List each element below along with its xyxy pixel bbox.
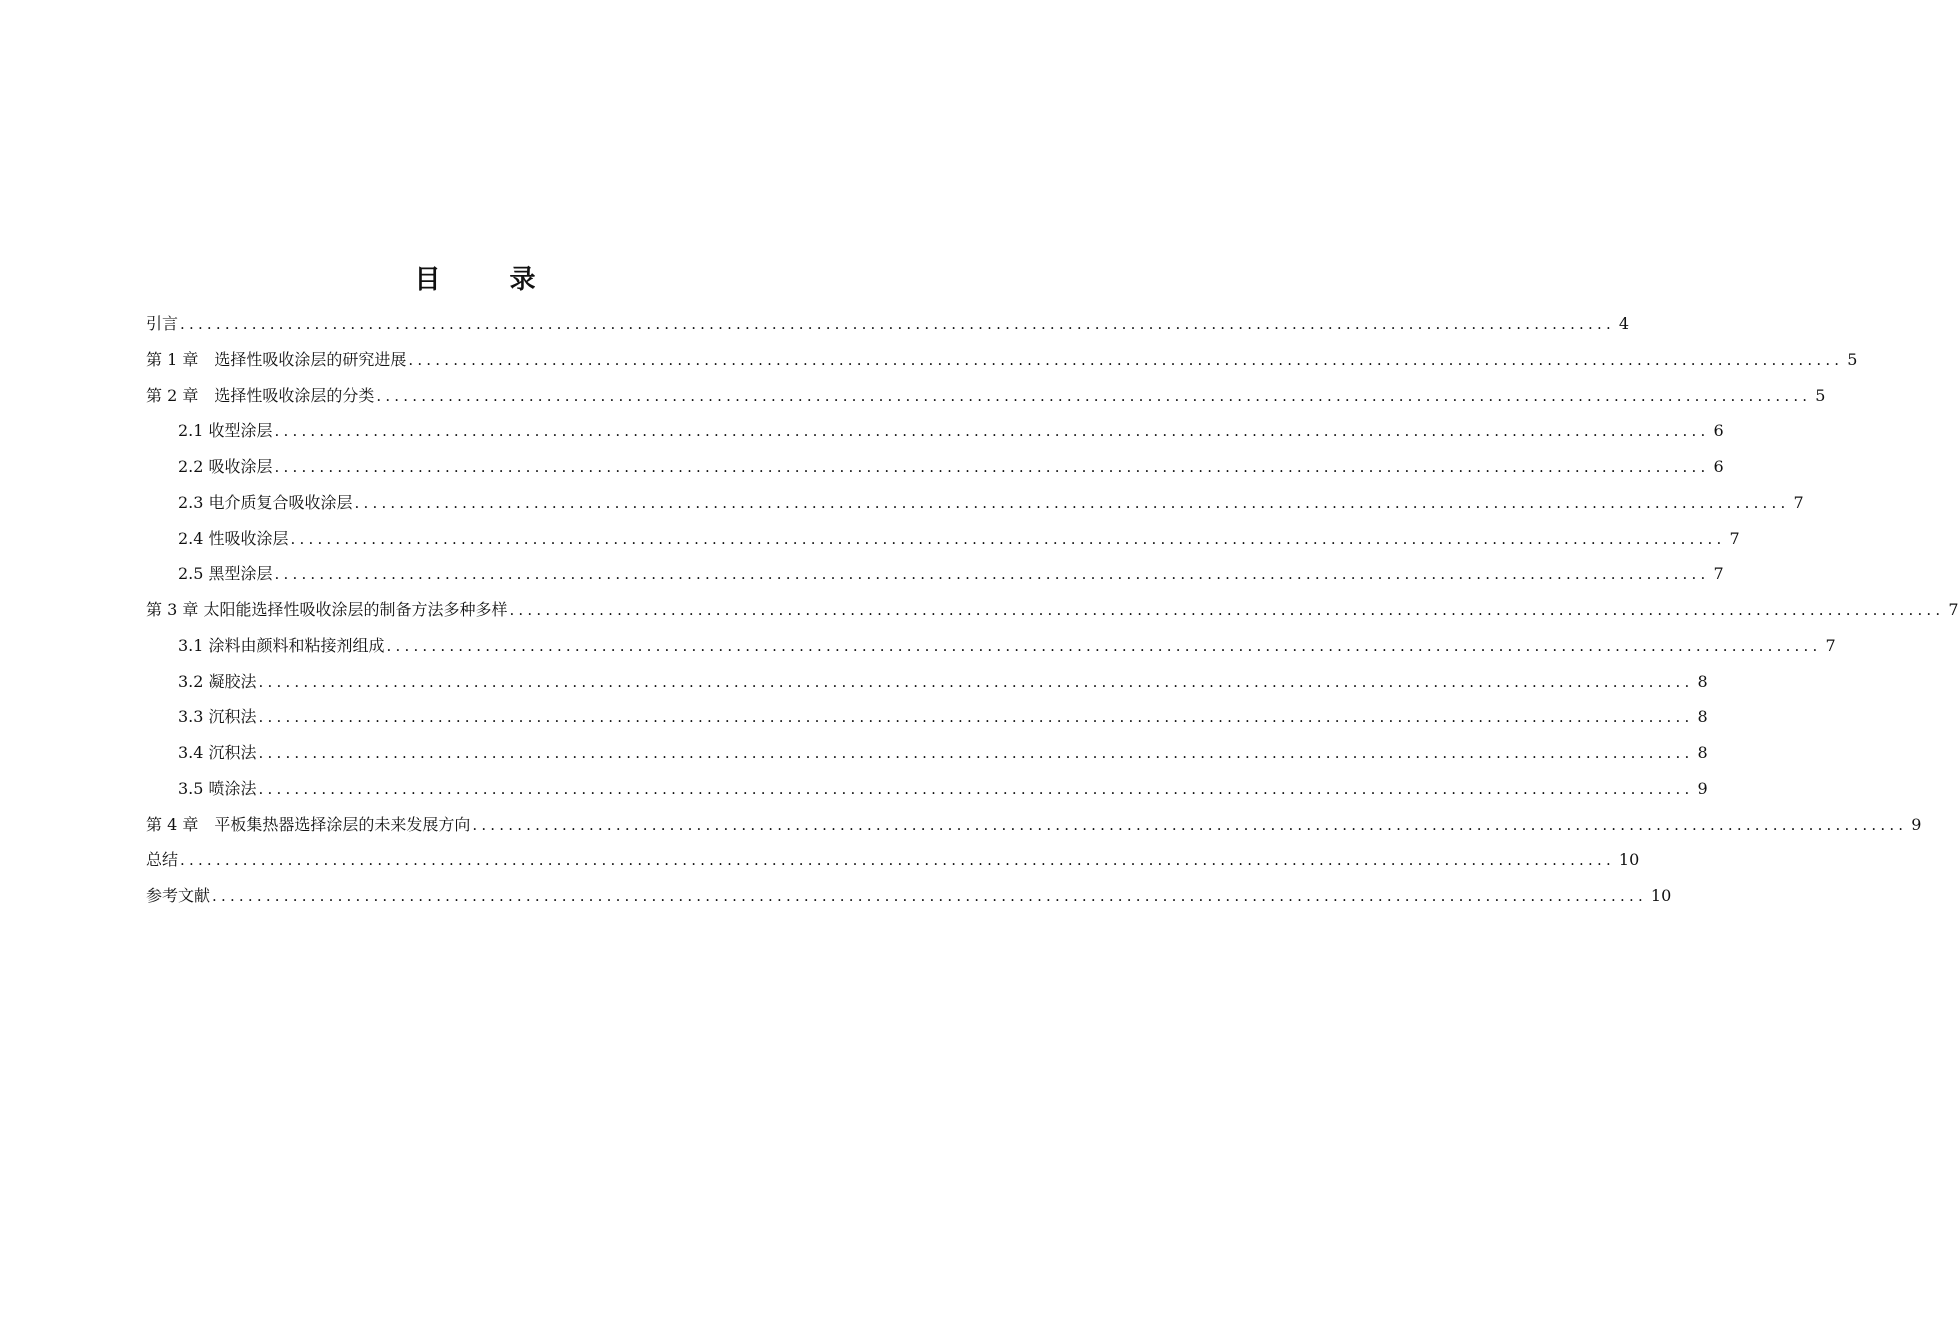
- toc-page-number: 7: [1713, 564, 1724, 584]
- toc-dot-leader: ................................................................................................................................................................: [258, 744, 1694, 762]
- toc-page-number: 6: [1713, 421, 1724, 441]
- toc-dot-leader: ................................................................................................................................................................: [258, 708, 1694, 727]
- toc-page-number: 7: [1948, 600, 1959, 619]
- toc-page-number: 5: [1847, 349, 1858, 369]
- toc-page-number: 8: [1697, 743, 1708, 762]
- toc-entry-text: 总结: [146, 850, 179, 870]
- toc-entry-text: 2.5 黑型涂层: [178, 564, 273, 584]
- toc-entry-text: 引言: [146, 314, 179, 333]
- toc-entry[interactable]: [146, 664, 1708, 700]
- toc-entry-text: 3.4 沉积法: [178, 743, 257, 762]
- toc-entry-text: 参考文献: [146, 886, 211, 905]
- toc-page-number: 10: [1650, 886, 1672, 905]
- toc-dot-leader: ................................................................................................................................................................: [509, 601, 1945, 619]
- toc-entry[interactable]: [146, 842, 1640, 878]
- toc-page-number: 8: [1697, 707, 1708, 727]
- toc-entry[interactable]: [146, 807, 1922, 843]
- toc-entry[interactable]: [146, 699, 1708, 735]
- toc-entry[interactable]: [146, 521, 1740, 557]
- toc-entry[interactable]: [146, 556, 1724, 592]
- toc-dot-leader: ................................................................................................................................................................: [274, 565, 1710, 584]
- toc-page-number: 9: [1911, 814, 1922, 834]
- toc-entry[interactable]: [146, 628, 1836, 664]
- toc-page-number: 9: [1697, 778, 1708, 798]
- toc-page-number: 8: [1697, 671, 1708, 691]
- toc-entry-text: 第 2 章 选择性吸收涂层的分类: [146, 385, 375, 405]
- toc-page-number: 6: [1713, 457, 1724, 476]
- toc-entry[interactable]: [146, 449, 1724, 485]
- toc-entry[interactable]: [146, 485, 1804, 521]
- toc-entry-text: 2.1 收型涂层: [178, 421, 273, 441]
- toc-page-number: 5: [1815, 385, 1826, 405]
- toc-page-number: 10: [1618, 850, 1640, 870]
- toc-entry-text: 2.3 电介质复合吸收涂层: [178, 492, 353, 512]
- toc-entry-text: 第 4 章 平板集热器选择涂层的未来发展方向: [146, 814, 471, 834]
- toc-dot-leader: ................................................................................................................................................................: [376, 386, 1812, 405]
- toc-dot-leader: ................................................................................................................................................................: [274, 422, 1710, 441]
- toc-entry-text: 3.5 喷涂法: [178, 778, 257, 798]
- toc-entry-text: 2.2 吸收涂层: [178, 457, 273, 476]
- toc-dot-leader: ................................................................................................................................................................: [180, 315, 1615, 333]
- toc-dot-leader: ................................................................................................................................................................: [290, 529, 1726, 548]
- toc-dot-leader: ................................................................................................................................................................: [274, 458, 1710, 476]
- toc-entry-text: 3.1 涂料由颜料和粘接剂组成: [178, 635, 385, 655]
- toc-dot-leader: ................................................................................................................................................................: [408, 350, 1844, 369]
- toc-list: [146, 306, 1959, 914]
- toc-title: 目 录: [414, 265, 566, 295]
- toc-entry-text: 2.4 性吸收涂层: [178, 528, 289, 548]
- toc-entry[interactable]: [146, 378, 1826, 414]
- toc-entry[interactable]: [146, 413, 1724, 449]
- toc-dot-leader: ................................................................................................................................................................: [386, 636, 1822, 655]
- toc-entry[interactable]: [146, 592, 1959, 628]
- toc-dot-leader: ................................................................................................................................................................: [258, 779, 1694, 798]
- toc-entry[interactable]: [146, 878, 1672, 914]
- toc-dot-leader: ................................................................................................................................................................: [354, 493, 1790, 512]
- toc-entry-text: 3.2 凝胶法: [178, 671, 257, 691]
- toc-dot-leader: ................................................................................................................................................................: [180, 851, 1615, 870]
- toc-entry[interactable]: [146, 771, 1708, 807]
- toc-page-number: 7: [1793, 492, 1804, 512]
- toc-entry[interactable]: [146, 342, 1858, 378]
- toc-dot-leader: ................................................................................................................................................................: [212, 887, 1647, 905]
- toc-page-number: 4: [1618, 314, 1630, 333]
- toc-page-number: 7: [1825, 635, 1836, 655]
- toc-entry[interactable]: [146, 306, 1630, 342]
- toc-dot-leader: ................................................................................................................................................................: [258, 672, 1694, 691]
- toc-entry-text: 第 3 章 太阳能选择性吸收涂层的制备方法多种多样: [146, 600, 508, 619]
- toc-page-number: 7: [1729, 528, 1740, 548]
- toc-entry[interactable]: [146, 735, 1708, 771]
- toc-entry-text: 3.3 沉积法: [178, 707, 257, 727]
- toc-entry-text: 第 1 章 选择性吸收涂层的研究进展: [146, 349, 407, 369]
- toc-dot-leader: ................................................................................................................................................................: [472, 815, 1908, 834]
